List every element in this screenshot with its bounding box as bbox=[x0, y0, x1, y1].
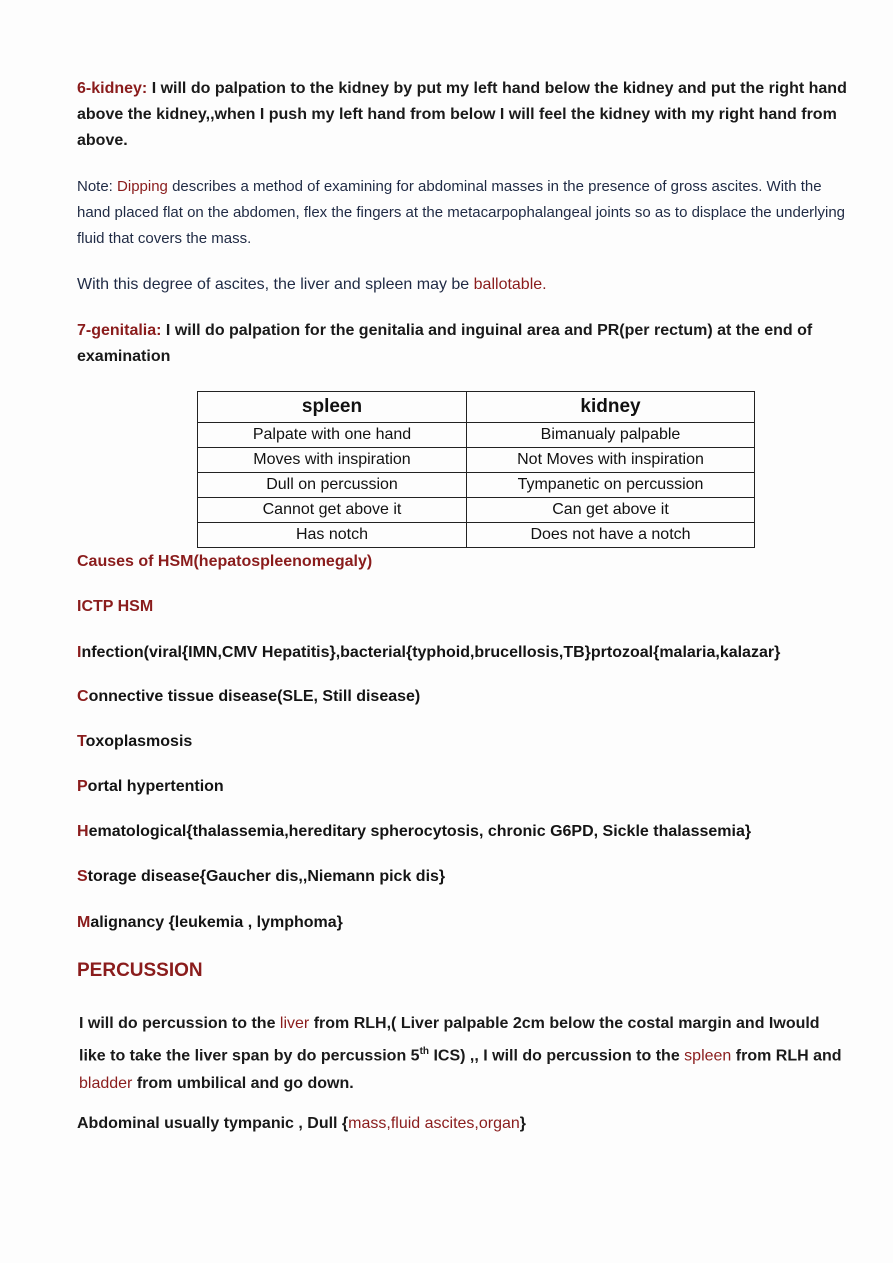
mnemonic-letter: T bbox=[77, 733, 86, 750]
table-cell: Cannot get above it bbox=[198, 498, 467, 523]
percussion-text: ICS) ,, I will do percussion to the bbox=[433, 1047, 680, 1065]
mnemonic-item-portal bbox=[77, 776, 847, 798]
table-header-spleen: spleen bbox=[198, 392, 467, 423]
genitalia-text: I will do palpation for the genitalia and inguinal area and PR(per rectum) at the end of examination bbox=[77, 322, 813, 365]
abdominal-text: Abdominal usually tympanic , Dull { bbox=[77, 1115, 349, 1132]
table-cell: Has notch bbox=[198, 523, 467, 548]
kidney-text: I will do palpation to the kidney by put my left hand below the kidney and put the right hand above the kidney,,when I push my left hand from below I will feel the kidney with my right hand from above. bbox=[77, 80, 847, 149]
mnemonic-text: nfection(viral{IMN,CMV Hepatitis},bacterial{typhoid,brucellosis,TB}prtozoal{malaria,kalazar} bbox=[81, 644, 781, 661]
table-cell: Does not have a notch bbox=[467, 523, 755, 548]
table-row bbox=[198, 448, 755, 473]
note-paragraph bbox=[77, 174, 847, 252]
mnemonic-heading: ICTP HSM bbox=[77, 598, 154, 615]
percussion-sup: th bbox=[419, 1046, 430, 1057]
mnemonic-letter: H bbox=[77, 823, 89, 840]
causes-heading: Causes of HSM(hepatospleenomegaly) bbox=[77, 553, 373, 570]
note-text: describes a method of examining for abdominal masses in the presence of gross ascites. With the hand placed flat on the abdomen, flex the fingers at the metacarpophalangeal joints so as to displace the underlying fluid that covers the mass. bbox=[77, 178, 846, 247]
table-cell: Dull on percussion bbox=[198, 473, 467, 498]
genitalia-label: 7-genitalia: bbox=[77, 322, 162, 339]
mnemonic-text: alignancy {leukemia , lymphoma} bbox=[90, 914, 343, 931]
table-row bbox=[198, 423, 755, 448]
percussion-spleen-term: spleen bbox=[684, 1047, 732, 1065]
mnemonic-item-connective bbox=[77, 686, 847, 708]
percussion-paragraph bbox=[79, 1010, 849, 1098]
table-cell: Tympanetic on percussion bbox=[467, 473, 755, 498]
percussion-text: from umbilical and go down. bbox=[136, 1075, 354, 1093]
kidney-label: 6-kidney: bbox=[77, 80, 148, 97]
mnemonic-item-infection bbox=[77, 642, 847, 664]
table-row bbox=[198, 473, 755, 498]
abdominal-close: } bbox=[519, 1115, 527, 1132]
note-label: Note: bbox=[77, 178, 113, 195]
mnemonic-item-malignancy bbox=[77, 912, 847, 934]
table-header-kidney: kidney bbox=[467, 392, 755, 423]
mnemonic-item-storage bbox=[77, 866, 847, 888]
percussion-text: I will do percussion to the bbox=[79, 1015, 276, 1032]
abdominal-paragraph bbox=[77, 1112, 847, 1136]
mnemonic-text: torage disease{Gaucher dis,,Niemann pick dis} bbox=[87, 868, 446, 885]
ascites-term: ballotable. bbox=[473, 276, 547, 293]
mnemonic-letter: S bbox=[77, 868, 88, 885]
percussion-bladder-term: bladder bbox=[79, 1075, 133, 1093]
mnemonic-text: ortal hypertention bbox=[87, 778, 224, 795]
mnemonic-letter: I bbox=[77, 644, 82, 661]
table-row bbox=[198, 523, 755, 548]
genitalia-paragraph bbox=[77, 318, 847, 370]
mnemonic-item-hematological bbox=[77, 821, 847, 843]
mnemonic-text: ematological{thalassemia,hereditary spherocytosis, chronic G6PD, Sickle thalassemia} bbox=[88, 823, 752, 840]
table-cell: Not Moves with inspiration bbox=[467, 448, 755, 473]
table-row bbox=[198, 498, 755, 523]
mnemonic-letter: C bbox=[77, 688, 89, 705]
table-cell: Can get above it bbox=[467, 498, 755, 523]
note-term: Dipping bbox=[117, 178, 168, 195]
percussion-liver-term: liver bbox=[279, 1015, 310, 1032]
percussion-heading: PERCUSSION bbox=[77, 960, 203, 981]
ascites-text: With this degree of ascites, the liver and spleen may be bbox=[77, 276, 470, 293]
percussion-text: from RLH and bbox=[735, 1047, 842, 1065]
mnemonic-letter: M bbox=[77, 914, 91, 931]
mnemonic-text: onnective tissue disease(SLE, Still disease) bbox=[88, 688, 421, 705]
mnemonic-item-toxoplasmosis bbox=[77, 731, 847, 753]
table-header-row bbox=[198, 392, 755, 423]
mnemonic-text: oxoplasmosis bbox=[85, 733, 193, 750]
abdominal-terms: mass,fluid ascites,organ bbox=[348, 1115, 520, 1132]
mnemonic-letter: P bbox=[77, 778, 88, 795]
ascites-paragraph bbox=[77, 272, 847, 298]
table-cell: Palpate with one hand bbox=[198, 423, 467, 448]
table-cell: Bimanualy palpable bbox=[467, 423, 755, 448]
spleen-kidney-table bbox=[197, 391, 755, 548]
kidney-paragraph bbox=[77, 76, 847, 154]
percussion-text: from RLH,( Liver palpable 2cm below the costal margin and Iwould like to take the liver span by do percussion 5 bbox=[79, 1015, 820, 1065]
table-cell: Moves with inspiration bbox=[198, 448, 467, 473]
